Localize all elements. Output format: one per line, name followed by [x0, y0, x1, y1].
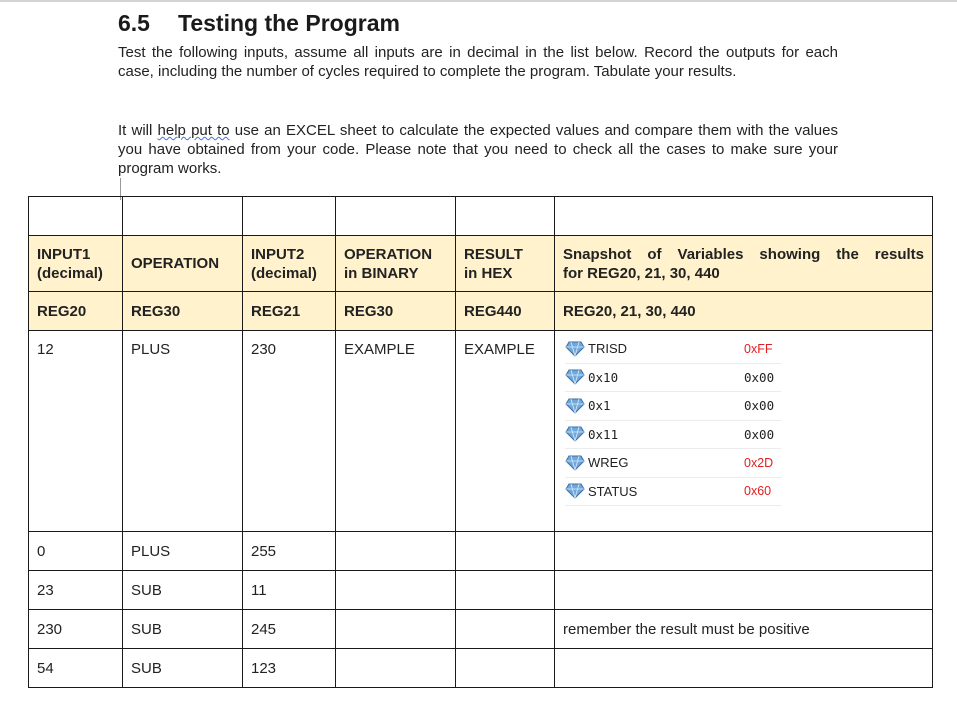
operation-cell: PLUS — [123, 532, 243, 571]
input2-cell: 123 — [243, 649, 336, 688]
register-cell: REG440 — [456, 292, 555, 331]
register-cell: REG20 — [29, 292, 123, 331]
instructions-paragraph: Test the following inputs, assume all inputs are in decimal in the list below. Record the outputs for each case, including the number of cycles required to complete the program. Tabulate your results. — [118, 44, 838, 80]
table-spacer-row — [29, 197, 933, 236]
watch-variable-value: 0x60 — [744, 484, 772, 499]
binary-cell — [336, 571, 456, 610]
register-cell: REG20, 21, 30, 440 — [555, 292, 933, 331]
input1-cell: 0 — [29, 532, 123, 571]
header-cell: OPERATION — [123, 236, 243, 292]
table-row — [29, 610, 933, 649]
page-top-border — [0, 0, 957, 2]
binary-cell — [336, 532, 456, 571]
binary-cell: EXAMPLE — [336, 331, 456, 532]
hex-cell — [456, 649, 555, 688]
watch-variable-icon — [565, 455, 585, 471]
hex-cell: EXAMPLE — [456, 331, 555, 532]
hex-cell — [456, 610, 555, 649]
snapshot-cell — [555, 649, 933, 688]
register-cell: REG21 — [243, 292, 336, 331]
hex-cell — [456, 532, 555, 571]
register-row — [29, 292, 933, 331]
watch-variable-value: 0x00 — [744, 426, 775, 442]
operation-cell: SUB — [123, 649, 243, 688]
hex-cell — [456, 571, 555, 610]
table-row — [29, 649, 933, 688]
watch-variable-name: WREG — [588, 455, 629, 471]
table-row — [29, 331, 933, 532]
header-cell: Snapshot of Variables showing the results for REG20, 21, 30, 440 — [555, 236, 933, 292]
header-cell: OPERATION in BINARY — [336, 236, 456, 292]
register-cell: REG30 — [123, 292, 243, 331]
header-cell: INPUT1 (decimal) — [29, 236, 123, 292]
register-cell: REG30 — [336, 292, 456, 331]
operation-cell: SUB — [123, 610, 243, 649]
binary-cell — [336, 649, 456, 688]
watch-row — [565, 392, 781, 421]
table-row — [29, 532, 933, 571]
snapshot-cell — [555, 571, 933, 610]
results-table — [28, 196, 933, 688]
watch-variable-value: 0x2D — [744, 455, 774, 470]
input2-cell: 11 — [243, 571, 336, 610]
section-number: 6.5 — [118, 10, 150, 36]
table-row — [29, 571, 933, 610]
watch-row — [565, 449, 781, 478]
input1-cell: 54 — [29, 649, 123, 688]
excel-tip-paragraph: It will help put to use an EXCEL sheet to calculate the expected values and compare them with the values you have obtained from your code. Please note that you need to check all the cases to make sure your program works. — [118, 122, 838, 177]
watch-variable-icon — [565, 398, 585, 414]
watch-variable-value: 0x00 — [744, 369, 775, 385]
watch-window-snapshot — [565, 335, 781, 506]
watch-row — [565, 335, 781, 364]
watch-variable-name: 0x10 — [588, 369, 619, 385]
input1-cell: 230 — [29, 610, 123, 649]
watch-variable-icon — [565, 369, 585, 385]
spellcheck-squiggle: help put to — [157, 122, 230, 139]
operation-cell: PLUS — [123, 331, 243, 532]
input2-cell: 255 — [243, 532, 336, 571]
header-cell: INPUT2 (decimal) — [243, 236, 336, 292]
watch-variable-name: STATUS — [588, 483, 638, 499]
binary-cell — [336, 610, 456, 649]
snapshot-cell: remember the result must be positive — [555, 610, 933, 649]
input2-cell: 230 — [243, 331, 336, 532]
watch-variable-icon — [565, 341, 585, 357]
watch-variable-name: 0x1 — [588, 398, 611, 414]
watch-row — [565, 478, 781, 507]
table-header-row — [29, 236, 933, 292]
snapshot-cell — [555, 331, 933, 532]
watch-variable-value: 0x00 — [744, 398, 775, 414]
section-title: Testing the Program — [178, 10, 400, 36]
header-cell: RESULT in HEX — [456, 236, 555, 292]
watch-variable-value: 0xFF — [744, 341, 773, 356]
watch-row — [565, 421, 781, 450]
input2-cell: 245 — [243, 610, 336, 649]
watch-variable-icon — [565, 426, 585, 442]
watch-variable-icon — [565, 483, 585, 499]
watch-variable-name: 0x11 — [588, 426, 619, 442]
watch-row — [565, 364, 781, 393]
operation-cell: SUB — [123, 571, 243, 610]
input1-cell: 23 — [29, 571, 123, 610]
input1-cell: 12 — [29, 331, 123, 532]
section-heading — [118, 10, 400, 37]
snapshot-cell — [555, 532, 933, 571]
watch-variable-name: TRISD — [588, 341, 627, 357]
